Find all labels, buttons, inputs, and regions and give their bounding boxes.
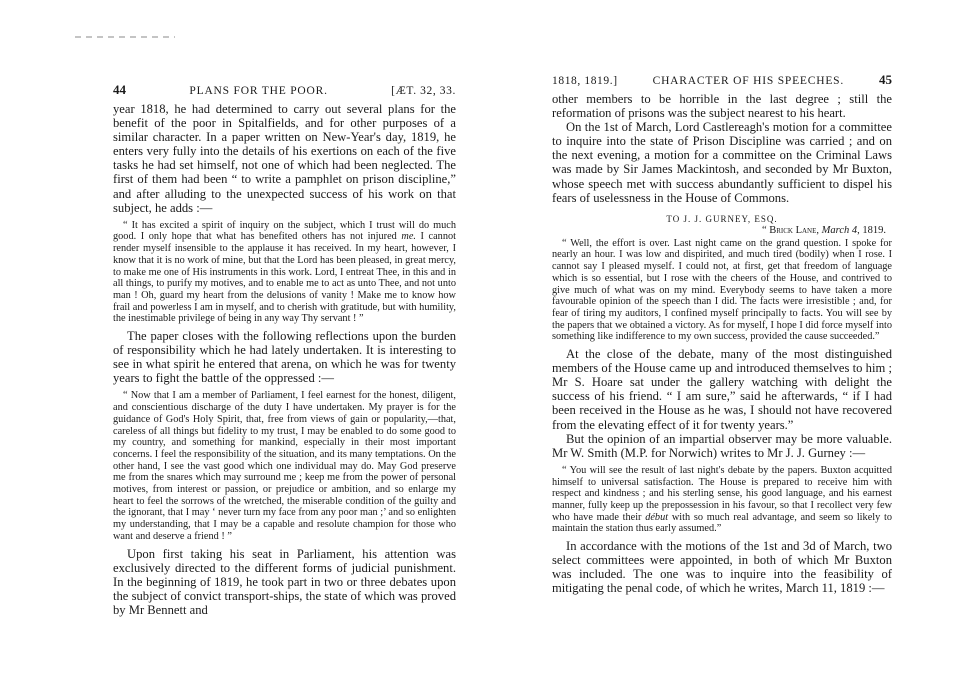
running-date: [ÆT. 32, 33. — [391, 85, 456, 97]
running-title: PLANS FOR THE POOR. — [189, 85, 328, 97]
scan-artifact — [75, 36, 175, 38]
quote-text: “ Well, the effort is over. Last night came on the grand question. I spoke for nearly an hour. I was low and dispirited, and much tired (bodily) when I rose. I cannot say I pleased myself. I could not, at first, get that freedom of language which is so essential, but I rose with the cheers of the House, and contrived to give much of what was on my mind. Everybody seems to have taken a more favourable opinion of the speech than I did. The facts were irresistible ; and, for fear of tiring my auditors, I confined myself principally to facts. You will see by the papers that we obtained a victory. As for myself, I hope I did force myself into something like indifference to my own success, provided the cause succeeded.” — [552, 237, 892, 343]
quote-text: I cannot render myself insensible to the applause it has received. In my heart, however, I know that it is no work of mine, but that the Lord has been pleased, in great mercy, to make me one of His instruments in this work. Lord, I entreat Thee, in this and in all things, to purify my motives, and to enable me to act as unto Thee, and not unto man ! Oh, guard my heart from the delusions of vanity ! Make me to know how frail and powerless I am in myself, and to cherish with gratitude, but with humility, the inestimable privilege of being in any way Thy servant ! ” — [113, 231, 456, 325]
letter-place: “ Brick Lane, — [761, 224, 820, 236]
quote-text: “ It has excited a spirit of inquiry on the subject, which I trust will do much good. I only hope that what has benefited others has not injured — [113, 219, 456, 243]
block-quote — [113, 220, 456, 325]
letter-year: , 1819. — [857, 224, 886, 236]
paragraph: The paper closes with the following reflections upon the burden of responsibility which he had lately undertaken. It is interesting to see in what spirit he entered that arena, on which he was for twenty years to fight the battle of the oppressed :— — [113, 329, 456, 386]
running-head — [113, 82, 456, 96]
quote-text: “ You will see the result of last night's debate by the papers. Buxton acquitted himself to universal satisfaction. The House is prepared to receive him with respect and kindness ; and his sterling sense, his good language, and his earnest manner, fully keep up the prepossession in his favour, so that I recollect very few who have made their — [552, 464, 892, 523]
quote-emphasis: début — [645, 511, 669, 523]
paragraph: In accordance with the motions of the 1st and 3d of March, two select committees were appointed, in both of which Mr Buxton was included. The one was to inquire into the feasibility of mitigating the penal code, of which he writes, March 11, 1819 :— — [552, 539, 892, 596]
block-quote — [113, 390, 456, 542]
quote-text: “ Now that I am a member of Parliament, I feel earnest for the honest, diligent, and conscientious discharge of the duty I have undertaken. My prayer is for the guidance of God's Holy Spirit, that, free from views of gain or popularity,—that, careless of all things but fidelity to my trust, I may be enabled to do some good to my country, and something for mankind, especially in their most important concerns. I feel the responsibility of the situation, and its many temptations. On the other hand, I see the vast good which one individual may do. May God preserve me from the snares which may surround me ; keep me from the power of personal motives, from interest or passion, or prejudice or ambition, and so enlarge my heart to feel the sorrows of the wretched, the miserable condition of the guilty and the ignorant, that I may ‘ never turn my face from any poor man ;’ and so enlighten my understanding, that I may be a capable and resolute champion for those who want and deserve a friend ! ” — [113, 390, 456, 542]
paragraph: On the 1st of March, Lord Castlereagh's motion for a committee to inquire into the state of Prison Discipline was carried ; and on the next evening, a motion for a committee on the Criminal Laws was made by Sir James Mackintosh, and seconded by Mr Buxton, whose speech met with success abundantly sufficient to dispel his fears of uselessness in the House of Commons. — [552, 120, 892, 205]
paragraph: Upon first taking his seat in Parliament, his attention was exclusively directed to the different forms of judicial punishment. In the beginning of 1819, he took part in two or three debates upon the subject of convict transport-ships, the state of which was proved by Mr Bennett and — [113, 546, 456, 617]
letter-dateline — [552, 225, 886, 236]
paragraph: year 1818, he had determined to carry out several plans for the benefit of the poor in Spitalfields, and for other purposes of a similar character. In a paper written on New-Year's day, 1819, he enters very fully into the details of his exertions on each of the five tasks he had set himself, not one of which had been neglected. The first of them had been “ to write a pamphlet on prison discipline,” and after alluding to the unexpected success of his work on that subject, he adds :— — [113, 102, 456, 215]
running-date: 1818, 1819.] — [552, 75, 618, 87]
running-head — [552, 72, 892, 86]
left-page — [113, 82, 456, 617]
block-quote — [552, 238, 892, 343]
quote-emphasis: me. — [401, 231, 416, 243]
letter-date: March 4 — [821, 224, 858, 236]
paragraph: But the opinion of an impartial observer may be more valuable. Mr W. Smith (M.P. for Norwich) writes to Mr J. J. Gurney :— — [552, 431, 892, 460]
page-number: 44 — [113, 82, 126, 97]
right-page — [552, 72, 892, 595]
paragraph: At the close of the debate, many of the most distinguished members of the House came up and introduced themselves to him ; Mr S. Hoare sat under the gallery watching with delight the success of his friend. “ I am sure,” said he afterwards, “ if I had been received in the House as he was, I should not have recovered from the elevating effect of it for twenty years.” — [552, 347, 892, 432]
page-number: 45 — [878, 72, 892, 87]
letter-recipient: TO J. J. GURNEY, ESQ. — [666, 213, 778, 224]
quote-text: with so much real advantage, and seem so likely to maintain the station thus early assumed.” — [552, 511, 892, 535]
paragraph: other members to be horrible in the last degree ; still the reformation of prisons was the subject nearest to his heart. — [552, 92, 892, 121]
running-title: CHARACTER OF HIS SPEECHES. — [652, 75, 845, 87]
block-quote — [552, 465, 892, 535]
